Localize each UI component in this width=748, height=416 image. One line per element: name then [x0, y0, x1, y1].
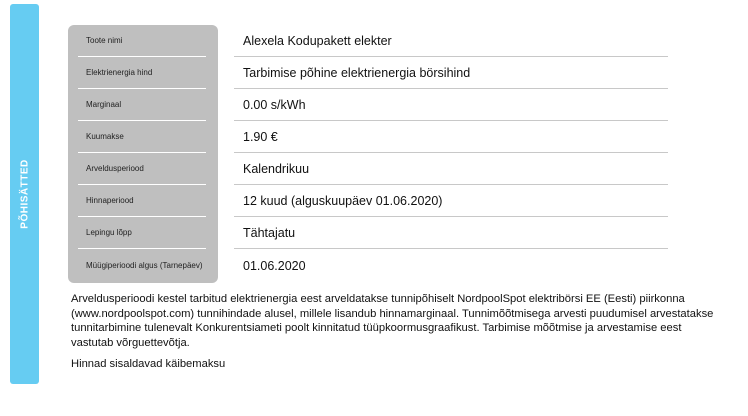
- billing-description: Arveldusperioodi kestel tarbitud elektrienergia eest arveldatakse tunnipõhiselt NordpoolSpot elektribörsi EE (Eesti) piirkonna (www.nordpoolspot.com) tunnihindade alusel, millele lisandub hinnamarginaal. Tunnimõõtmisega arvesti puudumisel arvestatakse tunnitarbimine tulenevalt Konkurentsiameti poolt kinnitatud tüüpkoormusgraafikust. Tarbimise mõõtmise ja arvestamise eest vastutab võrguettevõtja.: [71, 293, 714, 349]
- row-price-period: [68, 185, 668, 217]
- row-value: Kalendrikuu: [243, 161, 310, 176]
- row-value: Alexela Kodupakett elekter: [243, 33, 392, 48]
- row-label: Lepingu lõpp: [86, 228, 132, 237]
- row-label: Arveldusperiood: [86, 164, 144, 173]
- row-value: 1.90 €: [243, 129, 278, 144]
- row-value: 12 kuud (alguskuupäev 01.06.2020): [243, 193, 443, 208]
- row-sales-start: [68, 250, 668, 282]
- row-contract-end: [68, 217, 668, 249]
- row-label: Elektrienergia hind: [86, 68, 153, 77]
- vat-note: Hinnad sisaldavad käibemaksu: [71, 358, 226, 371]
- row-value: 0.00 s/kWh: [243, 97, 306, 112]
- row-label: Kuumakse: [86, 132, 124, 141]
- row-monthly-fee: [68, 121, 668, 153]
- notes: [71, 292, 721, 372]
- side-tab[interactable]: [10, 4, 39, 384]
- row-value: Tarbimise põhine elektrienergia börsihind: [243, 65, 471, 80]
- label-divider: [78, 248, 206, 249]
- row-billing-period: [68, 153, 668, 185]
- row-label: Hinnaperiood: [86, 196, 134, 205]
- row-energy-price: [68, 57, 668, 89]
- row-value: Tähtajatu: [243, 225, 296, 240]
- row-label: Müügiperioodi algus (Tarnepäev): [86, 261, 203, 270]
- side-tab-label: PÕHISÄTTED: [19, 159, 30, 229]
- value-divider: [234, 248, 668, 249]
- row-label: Toote nimi: [86, 36, 123, 45]
- row-value: 01.06.2020: [243, 258, 306, 273]
- row-margin: [68, 89, 668, 121]
- row-product-name: [68, 25, 668, 57]
- row-label: Marginaal: [86, 100, 122, 109]
